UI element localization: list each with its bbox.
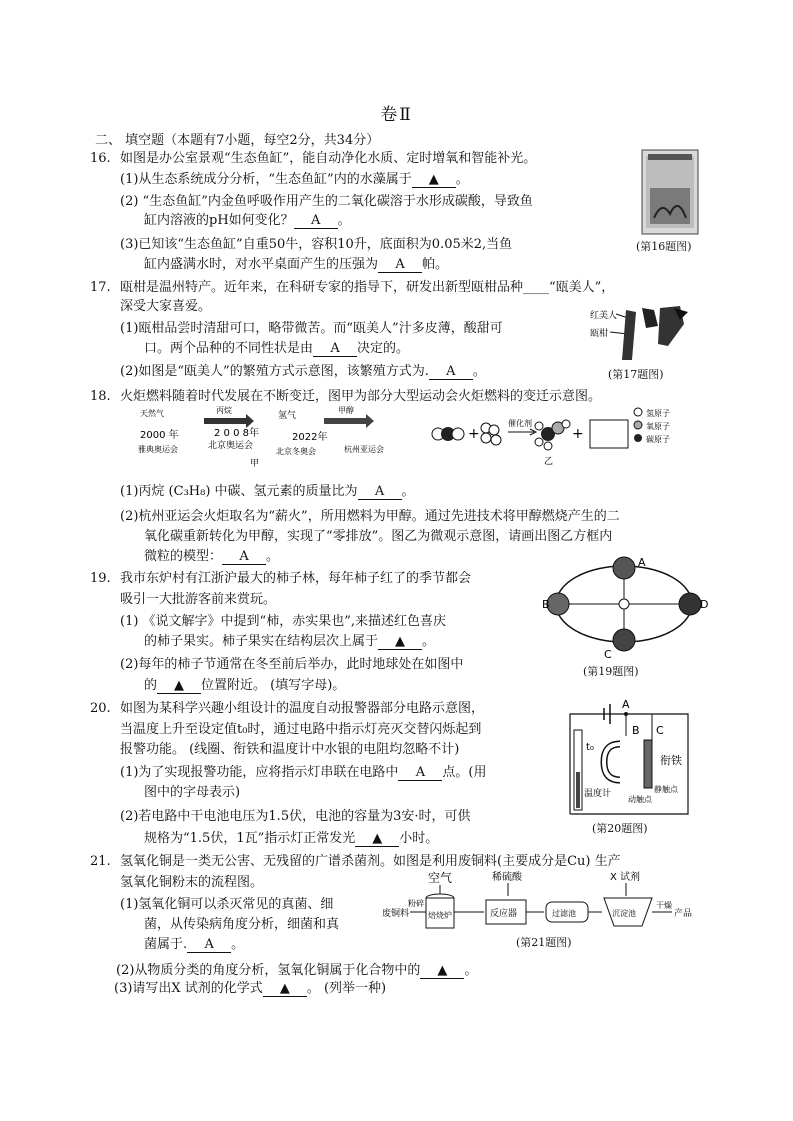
q17-stem-cont: 深受大家喜爱。 [120, 299, 212, 314]
svg-text:t₀: t₀ [586, 742, 594, 753]
copper-hydroxide-flowchart [380, 868, 700, 932]
svg-text:废铜料: 废铜料 [382, 909, 410, 919]
answer-blank[interactable]: A [294, 213, 338, 229]
svg-text:乙: 乙 [544, 457, 554, 467]
methanol-micro-diagram [426, 406, 676, 468]
q21-part1-cont2: 菌属于. A 。 [144, 937, 245, 952]
svg-text:温度计: 温度计 [584, 789, 612, 799]
q19-stem: 19. 我市东炉村有江浙沪最大的柿子林，每年柿子红了的季节都会 [90, 571, 472, 586]
temperature-alarm-circuit [556, 700, 706, 818]
q20-stem: 20. 如图为某科学兴趣小组设计的温度自动报警器部分电路示意图， [90, 701, 485, 716]
q16-part2-cont: 缸内溶液的pH如何变化？ A 。 [144, 213, 351, 228]
answer-blank[interactable]: A [313, 341, 357, 357]
svg-text:产品: 产品 [674, 909, 693, 919]
earth-orbit-diagram [540, 554, 710, 662]
q19-part2: (2)每年的柿子节通常在冬至前后举办，此时地球处在如图中 [120, 657, 464, 672]
svg-text:氢气: 氢气 [278, 411, 297, 421]
svg-text:衔铁: 衔铁 [660, 754, 682, 767]
q19-part1-cont: 的柿子果实。柿子果实在结构层次上属于 ▲ 。 [144, 634, 436, 649]
grafting-diagram [588, 304, 698, 364]
answer-blank[interactable]: A [398, 765, 442, 781]
svg-text:氢原子: 氢原子 [646, 409, 670, 418]
svg-text:红美人: 红美人 [590, 311, 618, 321]
answer-blank[interactable]: ▲ [355, 831, 399, 847]
q20-stem-cont: 当温度上升至设定值t₀时，通过电路中指示灯亮灭交替闪烁起到 [120, 722, 482, 737]
q20-part2-cont: 规格为“1.5伏，1瓦”指示灯正常发光 ▲ 小时。 [144, 831, 439, 846]
answer-blank[interactable]: A [187, 937, 231, 953]
q21-part1: (1)氢氧化铜可以杀灭常见的真菌、细 [120, 897, 334, 912]
answer-blank[interactable]: A [429, 364, 473, 380]
q18-part2: (2)杭州亚运会火炬取名为“薪火”，所用燃料为甲醇。通过先进技术将甲醇燃烧产生的二 [120, 509, 620, 524]
svg-text:动触点: 动触点 [628, 795, 652, 804]
q17-part2: (2)如图是“瓯美人”的繁殖方式示意图，该繁殖方式为. A 。 [120, 364, 486, 379]
answer-blank[interactable]: A [222, 549, 266, 565]
svg-text:2022年: 2022年 [292, 432, 328, 443]
q20-part2: (2)若电路中干电池电压为1.5伏，电池的容量为3安·时，可供 [120, 809, 471, 824]
svg-text:过滤池: 过滤池 [552, 909, 576, 918]
q16-part2: (2) “生态鱼缸”内金鱼呼吸作用产生的二氧化碳溶于水形成碳酸，导致鱼 [120, 194, 533, 209]
q21-caption: (第21题图) [516, 936, 572, 949]
svg-text:2023: 2023 [328, 425, 351, 435]
q18-stem: 18. 火炬燃料随着时代发展在不断变迁，图甲为部分大型运动会火炬燃料的变迁示意图。 [90, 389, 602, 404]
answer-blank[interactable]: A [378, 257, 422, 273]
svg-text:空气: 空气 [428, 871, 453, 885]
svg-text:+: + [572, 426, 584, 442]
svg-text:反应器: 反应器 [490, 909, 518, 919]
svg-text:天然气: 天然气 [140, 409, 164, 418]
fish-tank-photo [640, 148, 700, 236]
q21-stem-cont: 氢氧化铜粉末的流程图。 [120, 875, 264, 890]
answer-blank[interactable]: ▲ [412, 172, 456, 188]
q16-stem: 16. 如图是办公室景观“生态鱼缸”，能自动净化水质、定时增氧和智能补光。 [90, 151, 537, 166]
q21-stem: 21. 氢氧化铜是一类无公害、无残留的广谱杀菌剂。如图是利用废铜料(主要成分是Cu) 生产 [90, 854, 621, 869]
q17-caption: (第17题图) [608, 368, 664, 381]
page-title: 卷Ⅱ [380, 105, 413, 125]
svg-text:B: B [542, 598, 550, 611]
q19-part1: (1) 《说文解字》中提到“柿，赤实果也”,来描述红色喜庆 [120, 614, 446, 629]
q19-stem-cont: 吸引一大批游客前来赏玩。 [120, 592, 277, 607]
q19-caption: (第19题图) [583, 665, 639, 678]
q16-part3: (3)已知该“生态鱼缸”自重50牛，容积10升，底面积为0.05米2,当鱼 [120, 237, 513, 252]
svg-text:北京冬奥会: 北京冬奥会 [276, 447, 316, 456]
svg-text:+: + [468, 426, 480, 442]
q19-part2-cont: 的 ▲ 位置附近。 (填写字母)。 [144, 678, 346, 693]
answer-blank[interactable]: ▲ [378, 634, 422, 650]
svg-text:催化剂: 催化剂 [508, 419, 532, 428]
answer-blank[interactable]: A [358, 484, 402, 500]
svg-text:静触点: 静触点 [654, 785, 678, 794]
q16-part1: (1)从生态系统成分分析，“生态鱼缸”内的水藻属于 ▲ 。 [120, 172, 469, 187]
svg-text:2 0 0 8年: 2 0 0 8年 [214, 428, 259, 439]
svg-text:D: D [700, 598, 709, 611]
svg-text:氧原子: 氧原子 [646, 422, 670, 431]
answer-blank[interactable]: ▲ [263, 981, 307, 997]
svg-text:雅典奥运会: 雅典奥运会 [138, 445, 178, 454]
svg-text:焙烧炉: 焙烧炉 [428, 911, 452, 920]
q16-part3-cont: 缸内盛满水时，对水平桌面产生的压强为 A 帕。 [144, 257, 449, 272]
svg-text:2000 年: 2000 年 [140, 430, 179, 441]
svg-text:A: A [622, 700, 630, 711]
torch-fuel-timeline [138, 404, 398, 470]
q20-stem-cont2: 报警功能。 (线圈、衔铁和温度计中水银的电阻均忽略不计) [120, 742, 460, 757]
q20-part1-cont: 图中的字母表示) [144, 785, 241, 800]
svg-text:C: C [604, 648, 612, 661]
q18-part2-cont2: 微粒的模型： A 。 [144, 549, 280, 564]
svg-text:甲: 甲 [250, 459, 260, 469]
q18-part2-cont: 氧化碳重新转化为甲醇，实现了“零排放”。图乙为微观示意图，请画出图乙方框内 [144, 529, 613, 544]
svg-text:沉淀池: 沉淀池 [612, 909, 636, 918]
svg-text:C: C [656, 724, 664, 737]
answer-blank[interactable]: ▲ [420, 963, 464, 979]
svg-text:A: A [638, 556, 646, 569]
svg-text:甲醇: 甲醇 [338, 406, 354, 415]
section-heading: 二、 填空题（本题有7小题，每空2分，共34分） [95, 133, 380, 148]
q20-caption: (第20题图) [592, 822, 648, 835]
svg-text:丙烷: 丙烷 [216, 406, 232, 415]
q16-caption: (第16题图) [636, 240, 692, 253]
q21-part3: (3)请写出X 试剂的化学式 ▲ 。 (列举一种) [114, 981, 387, 996]
svg-text:北京奥运会: 北京奥运会 [208, 441, 254, 451]
svg-text:粉碎: 粉碎 [408, 899, 424, 908]
svg-text:稀硫酸: 稀硫酸 [492, 872, 522, 883]
q21-part1-cont: 菌，从传染病角度分析，细菌和真 [144, 917, 340, 932]
q20-part1: (1)为了实现报警功能，应将指示灯串联在电路中 A 点。(用 [120, 765, 487, 780]
svg-text:B: B [632, 724, 640, 737]
q17-part1: (1)瓯柑品尝时清甜可口，略带微苦。而“瓯美人”汁多皮薄，酸甜可 [120, 321, 503, 336]
q17-part1-cont: 口。两个品种的不同性状是由 A 决定的。 [144, 341, 410, 356]
svg-text:瓯柑: 瓯柑 [590, 329, 609, 339]
q21-part2: (2)从物质分类的角度分析，氢氧化铜属于化合物中的 ▲ 。 [116, 963, 478, 978]
svg-text:X 试剂: X 试剂 [610, 872, 641, 883]
svg-text:杭州亚运会: 杭州亚运会 [344, 445, 384, 454]
svg-text:碳原子: 碳原子 [646, 435, 670, 444]
answer-blank[interactable]: ▲ [157, 678, 201, 694]
q17-stem: 17. 瓯柑是温州特产。近年来，在科研专家的指导下，研发出新型瓯柑品种____“瓯美人”， [90, 280, 615, 295]
q18-part1: (1)丙烷 (C₃H₈) 中碳、氢元素的质量比为 A 。 [120, 484, 415, 499]
svg-text:干燥: 干燥 [656, 901, 672, 910]
